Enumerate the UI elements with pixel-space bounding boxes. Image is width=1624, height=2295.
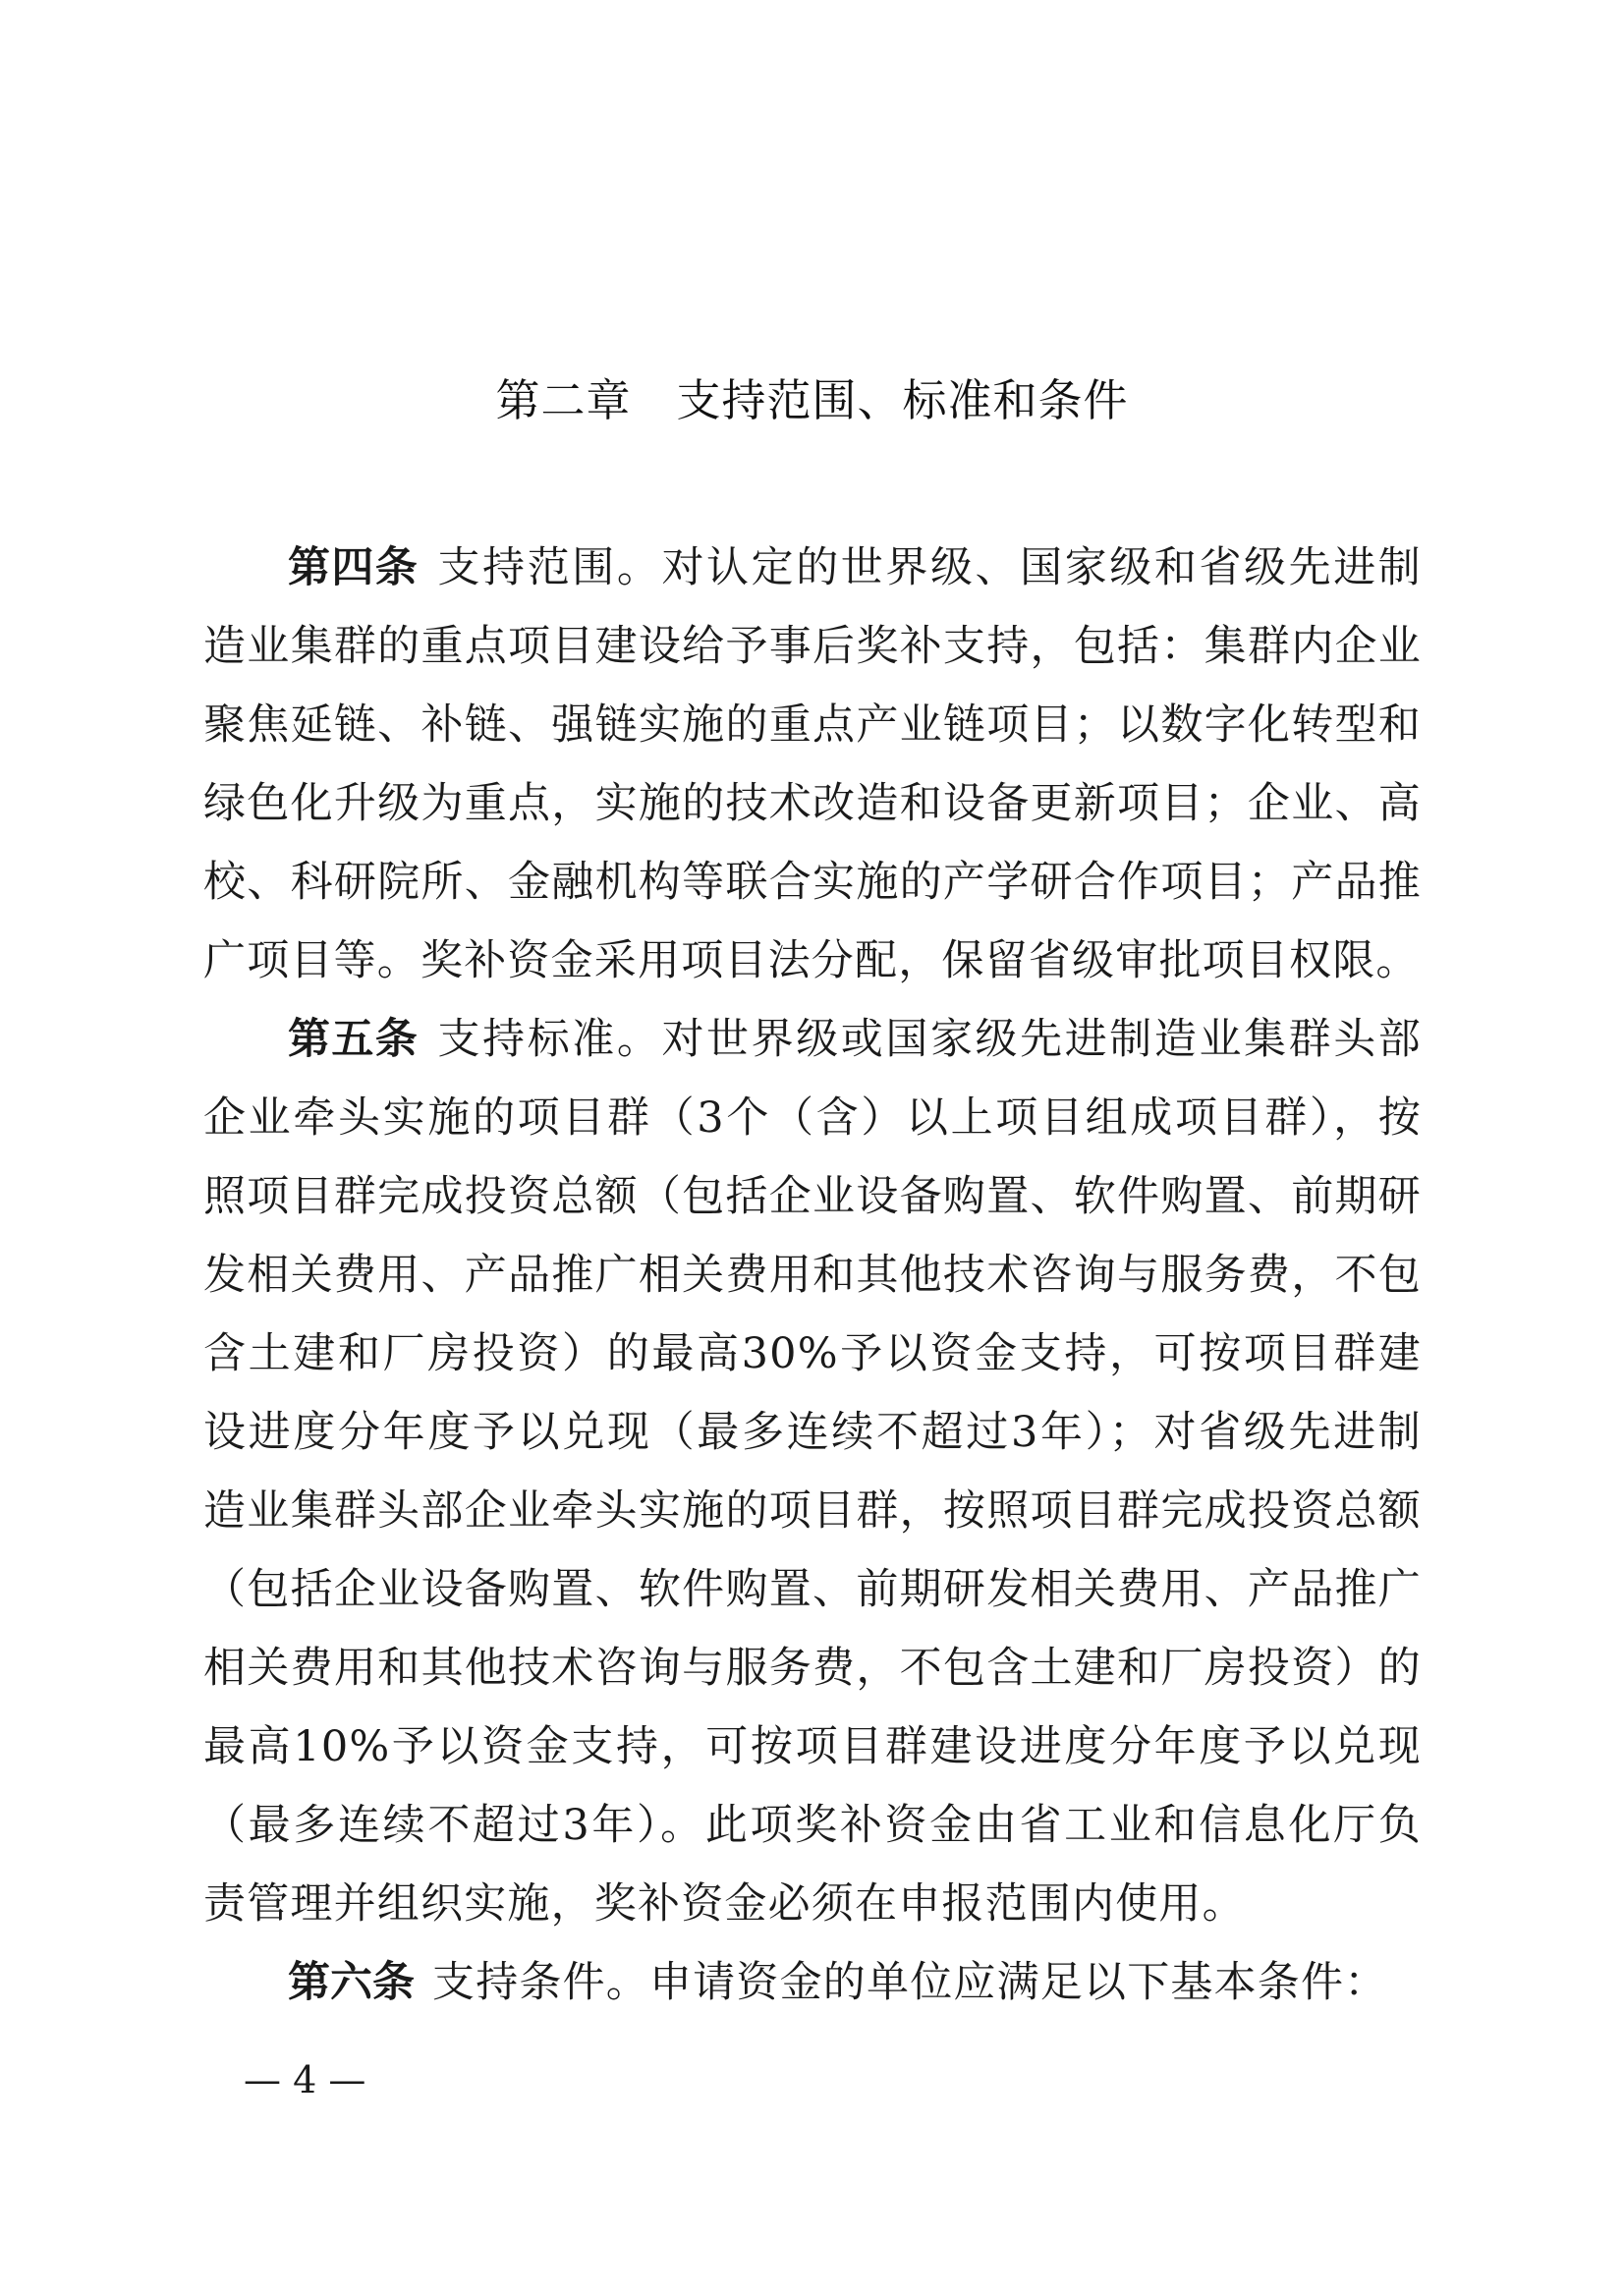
article-label: 第六条 bbox=[288, 1958, 415, 2007]
article-label: 第四条 bbox=[288, 543, 420, 592]
article-label: 第五条 bbox=[288, 1015, 420, 1064]
article-paragraph-4 bbox=[203, 529, 1422, 1000]
article-text: 支持范围。对认定的世界级、国家级和省级先进制造业集群的重点项目建设给予事后奖补支持，包括：集群内企业聚焦延链、补链、强链实施的重点产业链项目；以数字化转型和绿色化升级为重点，实施的技术改造和设备更新项目；企业、高校、科研院所、金融机构等联合实施的产学研合作项目；产品推广项目等。奖补资金采用项目法分配，保留省级审批项目权限。 bbox=[203, 543, 1422, 985]
page-number: — 4 — bbox=[244, 2058, 366, 2101]
body-text bbox=[203, 529, 1422, 2022]
article-paragraph-6 bbox=[203, 1943, 1422, 2022]
article-text: 支持条件。申请资金的单位应满足以下基本条件： bbox=[432, 1958, 1388, 2007]
article-paragraph-5 bbox=[203, 1000, 1422, 1943]
chapter-title: 第二章 支持范围、标准和条件 bbox=[495, 374, 1129, 426]
article-text: 支持标准。对世界级或国家级先进制造业集群头部企业牵头实施的项目群（3个（含）以上项目组成项目群），按照项目群完成投资总额（包括企业设备购置、软件购置、前期研发相关费用、产品推广相关费用和其他技术咨询与服务费，不包含土建和厂房投资）的最高30%予以资金支持，可按项目群建设进度分年度予以兑现（最多连续不超过3年）；对省级先进制造业集群头部企业牵头实施的项目群，按照项目群完成投资总额（包括企业设备购置、软件购置、前期研发相关费用、产品推广相关费用和其他技术咨询与服务费，不包含土建和厂房投资）的最高10%予以资金支持，可按项目群建设进度分年度予以兑现（最多连续不超过3年）。此项奖补资金由省工业和信息化厅负责管理并组织实施，奖补资金必须在申报范围内使用。 bbox=[203, 1015, 1422, 1929]
